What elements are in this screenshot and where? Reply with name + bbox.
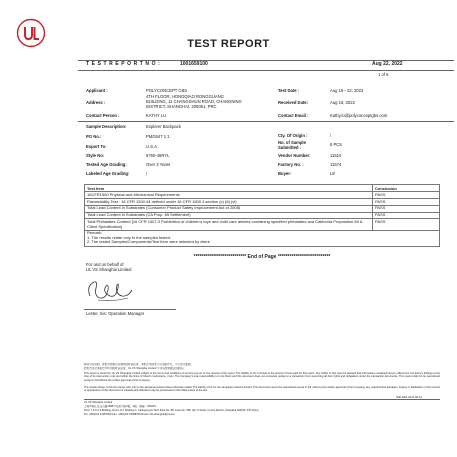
- column-header-conclusion: Conclusion: [373, 185, 440, 192]
- vendor-value: 11510: [330, 153, 342, 158]
- received-label: Received Date:: [278, 100, 309, 105]
- age-value: Over 3 Years: [146, 162, 171, 167]
- conclusion-cell: PASS: [373, 198, 440, 205]
- buyer-label: Buyer:: [278, 171, 292, 176]
- conclusion-cell: PASS: [373, 219, 440, 230]
- vendor-label: Vendor Number:: [278, 153, 311, 158]
- conclusion-cell: PASS: [373, 205, 440, 212]
- test-date-label: Test Date :: [278, 88, 300, 93]
- test-item-cell: Total Lead Content in Substrates (CA Prop. 65 Settlement): [85, 212, 373, 219]
- export-label: Export To:: [86, 144, 107, 149]
- table-row: [85, 198, 440, 205]
- footer-address-en: Floor 7 & 8 2,3 Building, Room 1/3, Building 4, Caohejing Hi-Tech Park No. 88, Lane No. 188, Qin Yi Road, Xu Hui District, Shanghai 200233, P.R.China: [84, 409, 259, 412]
- applicant-value: POLYCONCEPT CBS: [146, 88, 188, 93]
- remark-cell: [85, 230, 440, 246]
- footer-company: UL VS Shanghai Limited: [84, 401, 113, 404]
- report-no-label: T E S T R E P O R T N O :: [86, 61, 161, 67]
- address-line: BUILDING, 11 CHANGSHUN ROAD, CHANGNING: [146, 99, 242, 104]
- divider: [84, 399, 440, 400]
- sample-desc-value: Explorer Backpack: [146, 124, 181, 129]
- conclusion-cell: PASS: [373, 192, 440, 199]
- address-line: DISTRICT, SHANGHAI, 200051, PRC: [146, 104, 217, 109]
- results-table: [84, 184, 440, 247]
- origin-value: /: [330, 133, 332, 138]
- footer-terms: This report is issued by UL VS Shanghai Limited subject to the terms and conditions of service set out on the reverse of the report. The liability of UL is limited to the amount of fees paid for this report. Any holder of this report is advised that information contained hereon reflects the Company's findings at the time of its intervention only and within the limits of Client's instructions, if any. The Company's sole responsibility is to its Client and this document does not exonerate parties to a transaction from exercising all their rights and obligations under the transaction documents. This report shall not be reproduced except in full without the written approval of the Company.: [84, 372, 440, 382]
- report-no: 1001659100: [180, 61, 208, 67]
- style-value: 6760-45RYL: [146, 153, 170, 158]
- email-value: Kathy.lu@polyconceptgbs.com: [330, 113, 388, 118]
- table-row: [85, 205, 440, 212]
- test-item-cell: Total Lead Content in Substrates (Consumer Product Safety Improvement Act of 2008): [85, 205, 373, 212]
- contact-label: Contact Person :: [86, 113, 120, 118]
- form-id: SHF-RD1-LR-R-08-GL: [396, 396, 423, 399]
- report-date: Aug 22, 2022: [372, 61, 403, 67]
- table-row: [85, 192, 440, 199]
- email-label: Contact Email :: [278, 113, 309, 118]
- footer-cn-line: 除非另有说明，此报告结果仅对测试的样品负责，本报告未经本公司书面许可，不可部分复制。: [84, 363, 193, 366]
- table-row: [85, 212, 440, 219]
- nsamples-label: No. of Sample Submitted :: [278, 140, 306, 150]
- remark-line: 1. The results relate only to the samples tested.: [87, 234, 171, 240]
- remark-label: Remark:: [87, 230, 103, 236]
- po-value: PMG647 1 1: [146, 134, 170, 139]
- signer-name: Lester, Xie: Operation Manager: [86, 311, 145, 316]
- sample-desc-label: Sample Description:: [86, 124, 127, 129]
- footer-address-cn: 上海市徐汇区宜山路1388号民润大厦2楼，2楼，邮编：200233: [84, 405, 156, 408]
- factory-label: Factory No. :: [278, 162, 304, 167]
- page-title: TEST REPORT: [187, 38, 270, 50]
- conclusion-cell: PASS: [373, 212, 440, 219]
- factory-value: 11574: [330, 162, 342, 167]
- received-value: Aug 16, 2022: [330, 100, 355, 105]
- buyer-value: LE: [330, 171, 336, 176]
- labeled-age-value: /: [146, 171, 148, 176]
- remark-row: [85, 230, 440, 246]
- age-label: Tested Age Grading:: [86, 162, 127, 167]
- footer-cn-line: 此报告仅对本报告中所列的样品负责，UL VS Shanghai Limited 不对其结果做任何担保。: [84, 367, 186, 370]
- style-label: Style No:: [86, 153, 105, 158]
- address-line: 4TH FLOOR, HONGQIAO RONGGUANG: [146, 94, 224, 99]
- test-item-cell: Flammability Test : 16 CFR 1500.44 defined under 16 CFR 1500.3 section (c) (6) (vi): [85, 198, 373, 205]
- divider: [78, 121, 454, 122]
- table-row: [85, 219, 440, 230]
- page-number: 1 of 6: [378, 72, 389, 77]
- end-of-page: *************************** End of Page ***************************: [193, 254, 331, 260]
- footer-contact: Tel: +86(0)21 61057000 Fax: +86(0)21 64958700 Email: info.shanghai@ul.com: [84, 413, 176, 416]
- divider: [78, 70, 454, 71]
- applicant-label: Applicant :: [86, 88, 108, 93]
- column-header-test-item: Test Item: [85, 185, 373, 192]
- signoff-company: UL VS Shanghai Limited: [86, 267, 132, 272]
- table-header-row: [85, 185, 440, 192]
- remark-line: 2. The tested Samples/Components/Test Item were selected by client: [87, 239, 210, 245]
- test-item-cell: Total Phthalates Content [16 CFR 1307.3 Prohibition of children's toys and child care articles containing specified phthalates and California Proposition 65 & Client Specification]: [85, 219, 373, 230]
- signature: [84, 276, 136, 306]
- test-item-cell: 16CFR1500 Physical and Mechanical Requirements: [85, 192, 373, 199]
- signoff-line: For and on behalf of: [86, 262, 124, 267]
- nsamples-value: 6 PCS: [330, 142, 343, 147]
- labeled-age-label: Labeled Age Grading:: [86, 171, 130, 176]
- address-label: Address :: [86, 100, 106, 105]
- export-value: U.S.A.: [146, 144, 159, 149]
- footer-terms: The results shown in this test report refer only to the sample(s) tested unless otherwise stated. The liability of UL for the sample(s) tested is limited. This document cannot be reproduced except in full, without prior written approval of the Company. Any unauthorized alteration, forgery or falsification of the content or appearance of this document is unlawful and offenders may be prosecuted to the fullest extent of the law.: [84, 386, 440, 393]
- contact-value: KATHY LU: [146, 113, 167, 118]
- po-label: PO No.:: [86, 134, 102, 139]
- origin-label: Cty. Of Origin :: [278, 133, 308, 138]
- test-date-value: Aug 16 - 22, 2022: [330, 88, 364, 93]
- signature-line: [84, 309, 176, 310]
